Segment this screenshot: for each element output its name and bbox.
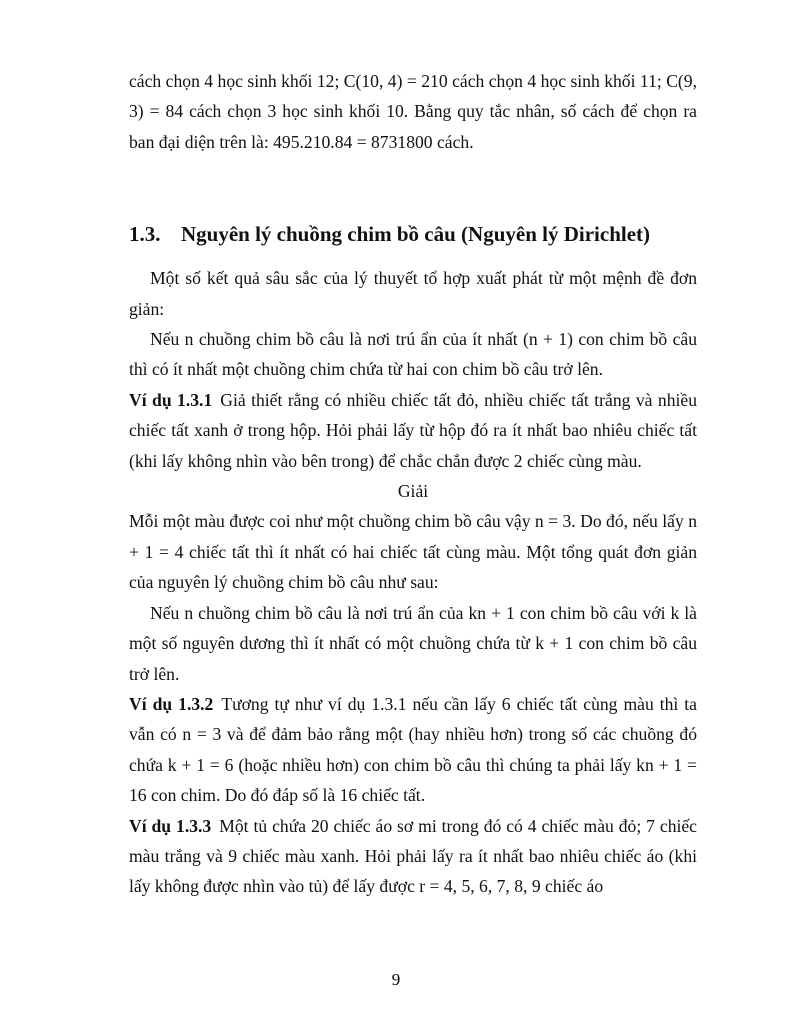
solution-paragraph: Mỗi một màu được coi như một chuồng chim bồ câu vậy n = 3. Do đó, nếu lấy n + 1 = 4 chiếc tất thì ít nhất có hai chiếc tất cùng màu. Một tổng quát đơn giản của nguyên lý chuồng chim bồ câu như sau: — [129, 511, 697, 593]
page-number: 9 — [391, 970, 401, 989]
generalization-paragraph: Nếu n chuồng chim bồ câu là nơi trú ẩn của kn + 1 con chim bồ câu với k là một số nguyên dương thì ít nhất có một chuồng chứa từ k + 1 con chim bồ câu trở lên. — [129, 602, 697, 684]
document-page — [129, 66, 697, 902]
example-1 — [129, 385, 697, 476]
section-title: Nguyên lý chuồng chim bồ câu (Nguyên lý Dirichlet) — [181, 222, 651, 247]
example-1-label: Ví dụ 1.3.1 — [129, 389, 213, 410]
intro-paragraph: Một số kết quả sâu sắc của lý thuyết tổ hợp xuất phát từ một mệnh đề đơn giản: — [129, 268, 697, 319]
example-3 — [129, 811, 697, 902]
section-number: 1.3. — [129, 222, 161, 247]
section-heading — [129, 219, 697, 249]
top-paragraph: cách chọn 4 học sinh khối 12; C(10, 4) = 210 cách chọn 4 học sinh khối 11; C(9, 3) = 84 cách chọn 3 học sinh khối 10. Bằng quy tắc nhân, số cách để chọn ra ban đại diện trên là: 495.210.84 = 8731800 cách. — [129, 71, 697, 152]
example-1-text: Giả thiết rằng có nhiều chiếc tất đỏ, nhiều chiếc tất trắng và nhiều chiếc tất xanh ở trong hộp. Hỏi phải lấy từ hộp đó ra ít nhất bao nhiêu chiếc tất (khi lấy không nhìn vào bên trong) để chắc chắn được 2 chiếc cùng màu. — [129, 389, 697, 471]
example-2 — [129, 689, 697, 811]
example-2-label: Ví dụ 1.3.2 — [129, 693, 214, 714]
principle-paragraph: Nếu n chuồng chim bồ câu là nơi trú ẩn của ít nhất (n + 1) con chim bồ câu thì có ít nhất một chuồng chim chứa từ hai con chim bồ câu trở lên. — [129, 329, 697, 380]
example-3-label: Ví dụ 1.3.3 — [129, 815, 212, 836]
example-2-text: Tương tự như ví dụ 1.3.1 nếu cần lấy 6 chiếc tất cùng màu thì ta vẫn có n = 3 và để đảm bảo rằng một (hay nhiều hơn) trong số các chuồng đó chứa k + 1 = 6 (hoặc nhiều hơn) con chim bồ câu thì chúng ta phải lấy kn + 1 = 16 con chim. Do đó đáp số là 16 chiếc tất. — [129, 693, 697, 806]
example-3-text: Một tủ chứa 20 chiếc áo sơ mi trong đó có 4 chiếc màu đỏ; 7 chiếc màu trắng và 9 chiếc màu xanh. Hỏi phải lấy ra ít nhất bao nhiêu chiếc áo (khi lấy không được nhìn vào tủ) để lấy được r = 4, 5, 6, 7, 8, 9 chiếc áo — [129, 815, 697, 897]
solution-heading: Giải — [397, 481, 429, 502]
